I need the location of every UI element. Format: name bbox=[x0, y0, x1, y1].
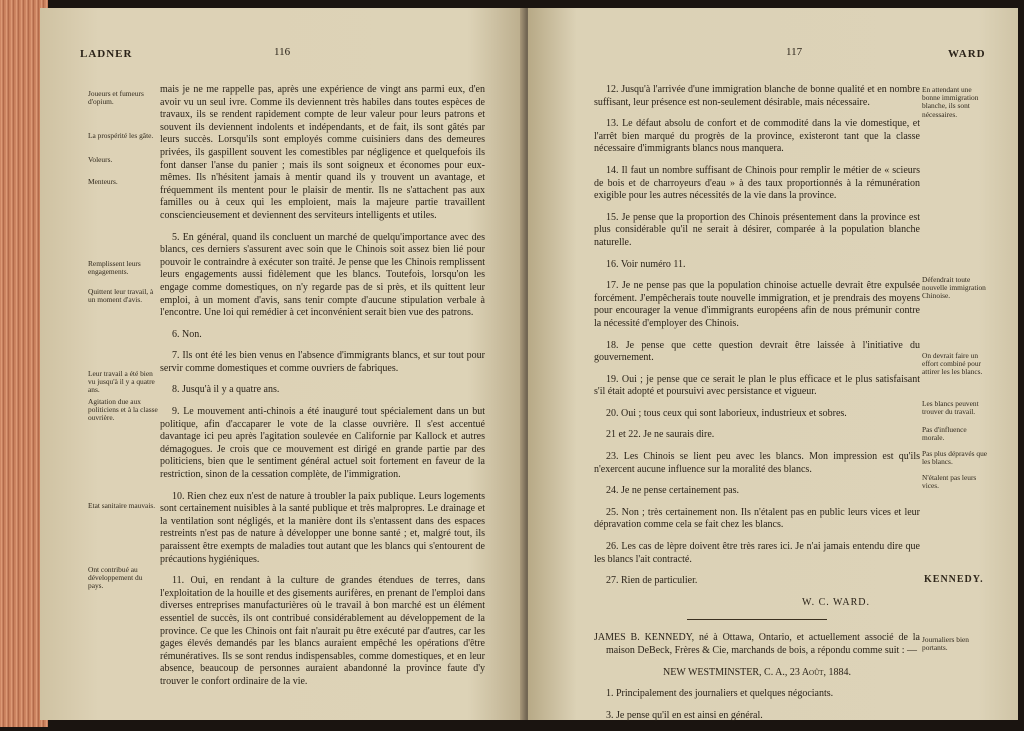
margin-note: Leur travail a été bien vu jusqu'à il y a quatre ans. bbox=[88, 369, 155, 395]
paragraph: 6. Non. bbox=[172, 328, 202, 340]
paragraph: 11. Oui, en rendant à la culture de grandes étendues de terres, dans l'exploitation de la houille et des gisements aurifères, en prenant de l'emploi dans diverses entreprises manufacturières où le travail à bon marché est un élément essentiel de succès, ils ont contribué considérablement au développement de la province. Ce que les Chinois ont fait n'aurait pu être exécuté par d'autres, car les gages élevés demandés par les blancs auraient empêché les opérations d'être rémunératives. Ils se sont rendus indispensables, comme domestiques, et en leur absence, beaucoup de personnes auraient abandonné la province faute d'y trouver le confort ordinaire de la vie. bbox=[160, 575, 485, 687]
margin-note: Quittent leur travail, à un moment d'avis. bbox=[88, 287, 154, 305]
margin-note: Pas d'influence morale. bbox=[922, 425, 967, 443]
kennedy-label: KENNEDY. bbox=[924, 574, 984, 585]
left-running-head: LADNER bbox=[80, 48, 133, 60]
paragraph: mais je ne me rappelle pas, après une expérience de vingt ans parmi eux, d'en avoir vu un seul ivre. Comme ils deviennent très habiles dans toutes espèces de travaux, ils se rendent rapidement compte de leur valeur pour leurs patrons et souvent ils deviennent indolents et indépendants, et de fait, ils sont gâtés par leurs succès. Lorsqu'ils sont employés comme cuisiniers dans des demeures privées, ils gaspillent souvent les comestibles par négligence et quelquefois ils font danser l'anse du panier ; mais ils sont soigneux et économes pour eux-mêmes. Ils n'hésitent jamais à mentir quand ils y trouvent un avantage, et fréquemment ils mentent pour le plaisir de mentir. Ils ne s'attachent pas aux familles ou à ceux qui les emploient, mais la majeure partie travaillent consciencieusement et deviennent des serviteurs intelligents et utiles. bbox=[160, 84, 485, 221]
paragraph: 18. Je pense que cette question devrait être laissée à l'initiative du gouvernement. bbox=[594, 339, 920, 364]
paragraph: 8. Jusqu'à il y a quatre ans. bbox=[172, 384, 280, 396]
margin-note: Pas plus dépravés que les blancs. bbox=[922, 449, 988, 467]
margin-note: En attendant une bonne immigration blanche, ils sont nécessaires. bbox=[922, 85, 979, 119]
paragraph: 12. Jusqu'à l'arrivée d'une immigration blanche de bonne qualité et en nombre suffisant, leur présence est non-seulement désirable, mais nécessaire. bbox=[594, 84, 920, 108]
paragraph: 7. Ils ont été les bien venus en l'absence d'immigrants blancs, et sur tout pour servir comme domestiques et comme ouvriers de fabriques. bbox=[160, 350, 485, 374]
margin-note: Les blancs peuvent trouver du travail. bbox=[922, 399, 979, 417]
margin-note: N'étalent pas leurs vices. bbox=[922, 473, 977, 491]
right-running-head: WARD bbox=[948, 48, 986, 60]
paragraph: 10. Rien chez eux n'est de nature à troubler la paix publique. Leurs logements sont certainement nuisibles à la santé publique et très malpropres. Le drainage et la ventilation sont négligés, et la manière dont ils s'entassent dans des espaces restreints n'est pas de nature à développer une bonne santé ; et, malgré tout, ils paraissent être exempts de maladies tout autant que les blancs qui s'entourent de précautions hygiéniques. bbox=[160, 490, 485, 565]
dateline: NEW WESTMINSTER, C. A., 23 Août, 1884. bbox=[663, 666, 851, 678]
kennedy-intro: JAMES B. KENNEDY, né à Ottawa, Ontario, et actuellement associé de la maison DeBeck, Frères & Cie, marchands de bois, a répondu comme suit : — bbox=[594, 632, 920, 656]
paragraph: 26. Les cas de lèpre doivent être très rares ici. Je n'ai jamais entendu dire que les blancs l'ait contracté. bbox=[594, 541, 920, 565]
paragraph: 16. Voir numéro 11. bbox=[606, 258, 686, 270]
divider-rule bbox=[687, 619, 827, 620]
margin-note: Etat sanitaire mauvais. bbox=[88, 501, 156, 510]
paragraph: 14. Il faut un nombre suffisant de Chinois pour remplir le métier de « scieurs de bois et de charroyeurs d'eau » à des taux proportionnés à la rémunération exigible pour les autres nécessités de la vie dans la province. bbox=[594, 164, 920, 202]
margin-note: Joueurs et fumeurs d'opium. bbox=[88, 89, 144, 107]
paragraph: 21 et 22. Je ne saurais dire. bbox=[606, 429, 715, 441]
paragraph: 24. Je ne pense certainement pas. bbox=[606, 485, 740, 497]
margin-note: Journaliers bien portants. bbox=[922, 635, 969, 653]
left-page-number: 116 bbox=[274, 46, 291, 58]
paragraph: 13. Le défaut absolu de confort et de commodité dans la vie domestique, et l'arrêt bien marqué du progrès de la province, existeront tant que la classe nécessaire d'immigrants blancs nous manquera. bbox=[594, 118, 920, 155]
paragraph: 27. Rien de particulier. bbox=[606, 575, 698, 587]
answer: 1. Principalement des journaliers et quelques négociants. bbox=[606, 688, 834, 700]
signature: W. C. WARD. bbox=[802, 596, 870, 608]
paragraph: 5. En général, quand ils concluent un marché de quelqu'importance avec des blancs, ces derniers s'assurent avec soin que le Chinois soit assez bien lié pour pouvoir le contraindre à exécuter son traité. Je pense que les Chinois remplissent leurs engagements aussi fidèlement que les blancs. Toutefois, lorsqu'on les engage comme domestiques, on n'y regarde pas de si près, et ils quittent leur emploi, à un moment d'avis, sans tenir compte d'aucune stipulation verbale à l'encontre. Une loi qui remédier à cet inconvénient serait bien vue des patrons. bbox=[160, 231, 485, 319]
left-body-text bbox=[160, 84, 485, 698]
margin-note: Agitation due aux politiciens et à la classe ouvrière. bbox=[88, 397, 158, 423]
margin-note: Menteurs. bbox=[88, 177, 118, 186]
paragraph: 20. Oui ; tous ceux qui sont laborieux, industrieux et sobres. bbox=[606, 407, 847, 419]
paragraph: 15. Je pense que la proportion des Chinois présentement dans la province est plus considérable qu'il ne serait à désirer, comparée à la population blanche naturelle. bbox=[594, 211, 920, 248]
paragraph: 17. Je ne pense pas que la population chinoise actuelle devrait être expulsée forcément. J'empêcherais toute nouvelle immigration, et je prendrais des moyens pour encourager la venue d'immigrants européens afin de nous prémunir contre la nécessité d'employer des Chinois. bbox=[594, 280, 920, 329]
margin-note: Défendrait toute nouvelle immigration Chinoise. bbox=[922, 275, 986, 301]
margin-note: Ont contribué au développement du pays. bbox=[88, 565, 143, 591]
paragraph: 23. Les Chinois se lient peu avec les blancs. Mon impression est qu'ils n'exercent aucune influence sur la moralité des blancs. bbox=[594, 451, 920, 475]
right-body-text bbox=[594, 84, 920, 731]
margin-note: La prospérité les gâte. bbox=[88, 131, 154, 140]
right-page-number: 117 bbox=[786, 46, 803, 58]
paragraph: 9. Le mouvement anti-chinois a été inauguré tout spécialement dans un but politique, afin d'accaparer le vote de la classe ouvrière. Il s'est accentué davantage ici peu après l'agitation soulevée en Californie par Kallock et autres démagogues. Je crois que ce mouvement est dirigé en grande partie par des politiciens, bien que le sentiment général actuel soit fortement en faveur de la restriction, sinon de la cessation complète, de l'immigration. bbox=[160, 406, 485, 481]
answer: 3. Je pense qu'il en est ainsi en général. bbox=[606, 709, 763, 721]
margin-note: On devrait faire un effort combiné pour attirer les les blancs. bbox=[922, 351, 983, 377]
margin-note: Voleurs. bbox=[88, 155, 113, 164]
paragraph: 25. Non ; très certainement non. Ils n'étalent pas en public leurs vices et leur dépravation comme cela se fait chez les blancs. bbox=[594, 506, 920, 531]
margin-note: Remplissent leurs engagements. bbox=[88, 259, 141, 277]
paragraph: 19. Oui ; je pense que ce serait le plan le plus efficace et le plus satisfaisant s'il était adopté et poursuivi avec persistance et vigueur. bbox=[594, 373, 920, 398]
